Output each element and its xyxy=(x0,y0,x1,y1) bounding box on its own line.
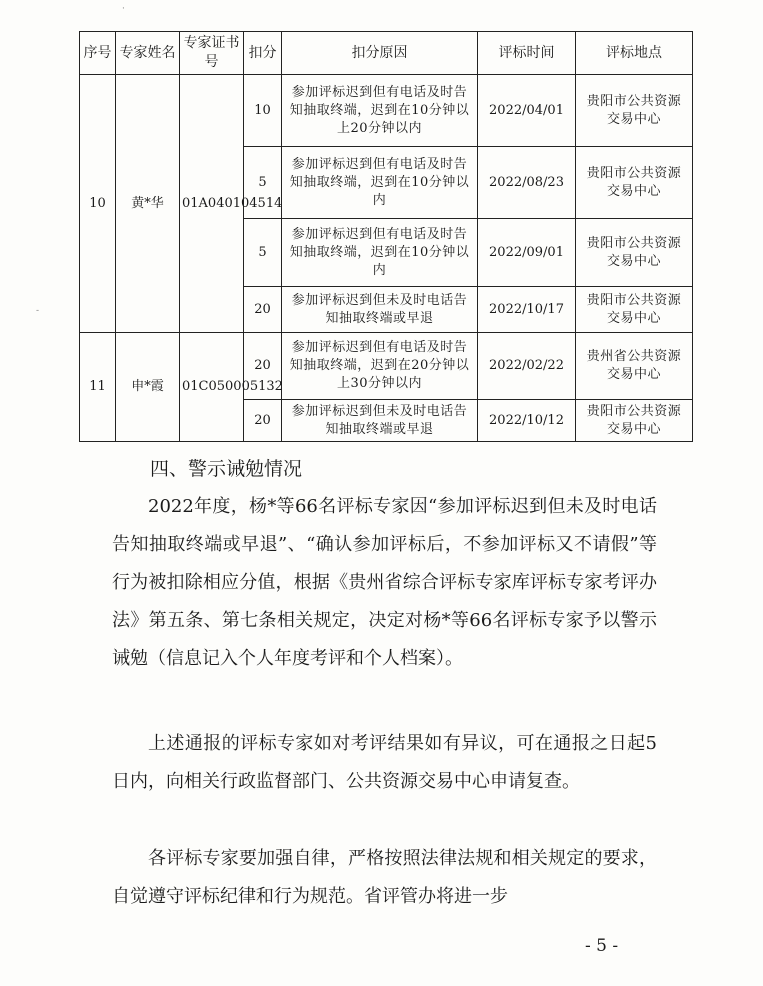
expert-name: 黄*华 xyxy=(116,75,180,333)
deduction-score: 20 xyxy=(244,287,282,333)
deduction-score: 10 xyxy=(244,75,282,147)
eval-date: 2022/10/12 xyxy=(478,400,576,442)
scan-speck: · xyxy=(122,4,125,14)
paragraph-discipline xyxy=(112,840,657,916)
paragraph-warning xyxy=(112,488,657,678)
table-header-row xyxy=(80,32,693,75)
deduction-score: 5 xyxy=(244,219,282,287)
section-heading: 四、警示诫勉情况 xyxy=(150,458,303,480)
deduction-reason: 参加评标迟到但有电话及时告知抽取终端，迟到在10分钟以内 xyxy=(282,219,478,287)
deduction-score: 20 xyxy=(244,400,282,442)
eval-place: 贵阳市公共资源交易中心 xyxy=(576,147,693,219)
eval-date: 2022/04/01 xyxy=(478,75,576,147)
paragraph-appeal xyxy=(112,725,657,801)
eval-date: 2022/02/22 xyxy=(478,333,576,400)
eval-place: 贵州省公共资源交易中心 xyxy=(576,333,693,400)
eval-place: 贵阳市公共资源交易中心 xyxy=(576,400,693,442)
eval-date: 2022/09/01 xyxy=(478,219,576,287)
header-serial: 序号 xyxy=(80,32,116,75)
expert-cert: 01A040104514 xyxy=(180,75,244,333)
paragraph-text: 各评标专家要加强自律，严格按照法律法规和相关规定的要求，自觉遵守评标纪律和行为规范。省评管办将进一步 xyxy=(112,848,657,907)
eval-place: 贵阳市公共资源交易中心 xyxy=(576,219,693,287)
deduction-reason: 参加评标迟到但有电话及时告知抽取终端，迟到在10分钟以上20分钟以内 xyxy=(282,75,478,147)
expert-name: 申*霞 xyxy=(116,333,180,442)
table-row xyxy=(80,75,693,147)
page-number: - 5 - xyxy=(585,936,619,956)
header-eval-date: 评标时间 xyxy=(478,32,576,75)
header-eval-place: 评标地点 xyxy=(576,32,693,75)
scan-speck: - xyxy=(36,306,40,316)
eval-place: 贵阳市公共资源交易中心 xyxy=(576,287,693,333)
paragraph-text: 2022年度，杨*等66名评标专家因“参加评标迟到但未及时电话告知抽取终端或早退”、“确认参加评标后，不参加评标又不请假”等行为被扣除相应分值，根据《贵州省综合评标专家库评标专家考评办法》第五条、第七条相关规定，决定对杨*等66名评标专家予以警示诫勉（信息记入个人年度考评和个人档案）。 xyxy=(112,496,657,669)
expert-serial: 11 xyxy=(80,333,116,442)
eval-date: 2022/10/17 xyxy=(478,287,576,333)
header-deduction: 扣分 xyxy=(244,32,282,75)
deduction-reason: 参加评标迟到但有电话及时告知抽取终端，迟到在20分钟以上30分钟以内 xyxy=(282,333,478,400)
deduction-reason: 参加评标迟到但有电话及时告知抽取终端，迟到在10分钟以内 xyxy=(282,147,478,219)
header-expert-name: 专家姓名 xyxy=(116,32,180,75)
eval-date: 2022/08/23 xyxy=(478,147,576,219)
expert-serial: 10 xyxy=(80,75,116,333)
expert-cert: 01C050005132 xyxy=(180,333,244,442)
paragraph-text: 上述通报的评标专家如对考评结果如有异议，可在通报之日起5日内，向相关行政监督部门、公共资源交易中心申请复查。 xyxy=(112,733,657,792)
deduction-score: 5 xyxy=(244,147,282,219)
deduction-reason: 参加评标迟到但未及时电话告知抽取终端或早退 xyxy=(282,287,478,333)
deduction-reason: 参加评标迟到但未及时电话告知抽取终端或早退 xyxy=(282,400,478,442)
deduction-score: 20 xyxy=(244,333,282,400)
expert-score-table xyxy=(79,31,693,442)
header-cert-number: 专家证书号 xyxy=(180,32,244,75)
header-reason: 扣分原因 xyxy=(282,32,478,75)
eval-place: 贵阳市公共资源交易中心 xyxy=(576,75,693,147)
table-row xyxy=(80,333,693,400)
